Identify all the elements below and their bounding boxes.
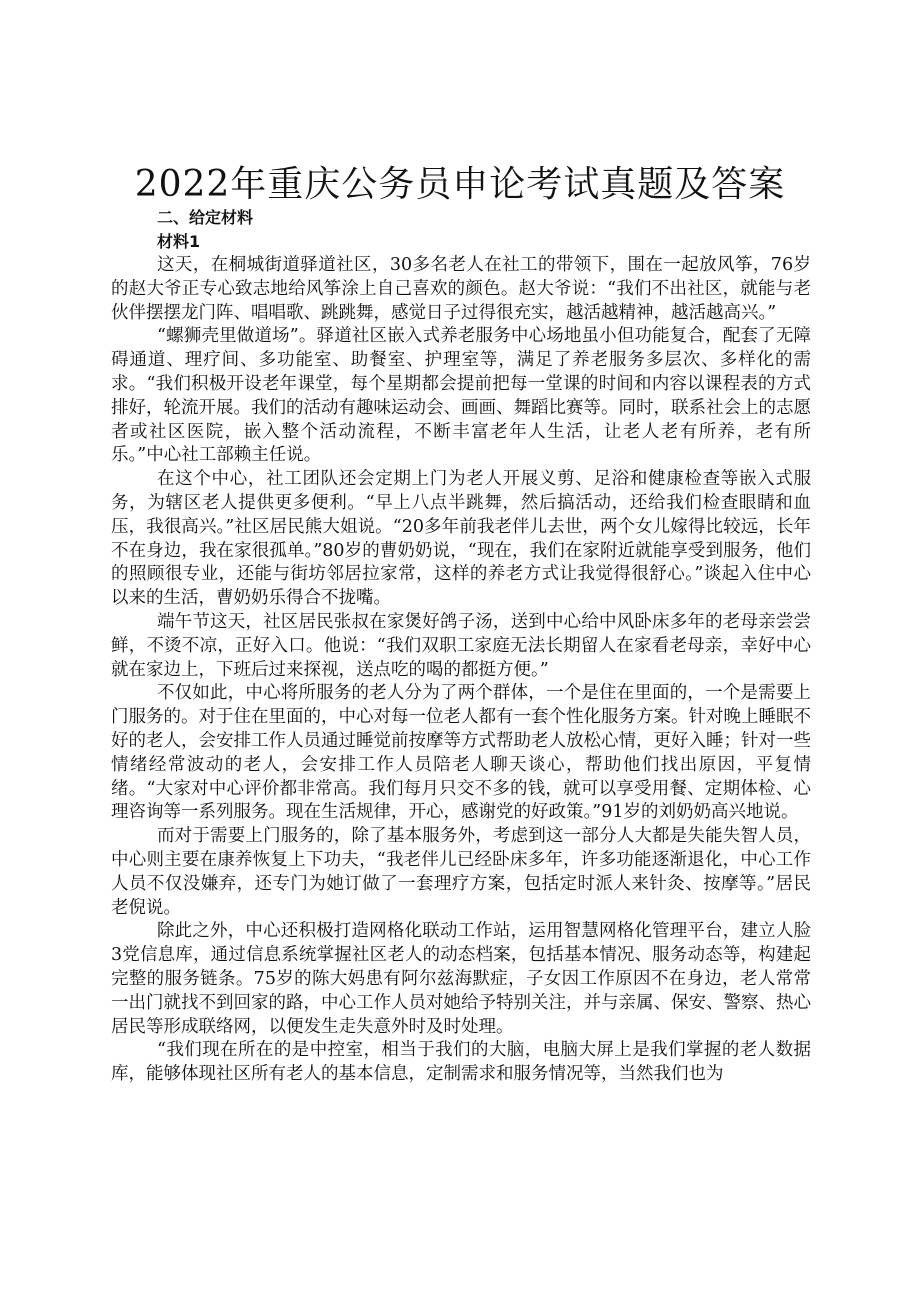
material-label: 材料1 <box>157 232 201 251</box>
paragraph-8: “我们现在所在的是中控室，相当于我们的大脑，电脑大屏上是我们掌握的老人数据库，能够体现社区所有老人的基本信息，定制需求和服务情况等，当然我们也为 <box>111 1040 811 1085</box>
paragraph-1: 这天，在桐城街道驿道社区，30多名老人在社工的带领下，围在一起放风筝，76岁的赵大爷正专心致志地给风筝涂上自己喜欢的颜色。赵大爷说：“我们不出社区，就能与老伙伴摆摆龙门阵、唱唱歌、跳跳舞，感觉日子过得很充实，越活越精神，越活越高兴。” <box>111 255 811 323</box>
paragraph-2: “螺狮壳里做道场”。驿道社区嵌入式养老服务中心场地虽小但功能复合，配套了无障碍通道、理疗间、多功能室、助餐室、护理室等，满足了养老服务多层次、多样化的需求。“我们积极开设老年课堂，每个星期都会提前把每一堂课的时间和内容以课程表的方式排好，轮流开展。我们的活动有趣味运动会、画画、舞蹈比赛等。同时，联系社会上的志愿者或社区医院，嵌入整个活动流程，不断丰富老年人生活，让老人老有所养，老有所乐。”中心社工部赖主任说。 <box>111 326 811 466</box>
paragraph-6: 而对于需要上门服务的，除了基本服务外，考虑到这一部分人大都是失能失智人员，中心则主要在康养恢复上下功夫，“我老伴儿已经卧床多年，许多功能逐渐退化，中心工作人员不仅没嫌弃，还专门为她订做了一套理疗方案，包括定时派人来针灸、按摩等。”居民老倪说。 <box>111 826 811 918</box>
paragraph-5: 不仅如此，中心将所服务的老人分为了两个群体，一个是住在里面的，一个是需要上门服务的。对于住在里面的，中心对每一位老人都有一套个性化服务方案。针对晚上睡眠不好的老人，会安排工作人员通过睡觉前按摩等方式帮助老人放松心情，更好入睡；针对一些情绪经常波动的老人，会安排工作人员陪老人聊天谈心，帮助他们找出原因，平复情绪。“大家对中心评价都非常高。我们每月只交不多的钱，就可以享受用餐、定期体检、心理咨询等一系列服务。现在生活规律，开心，感谢党的好政策。”91岁的刘奶奶高兴地说。 <box>111 683 811 823</box>
paragraph-4: 端午节这天，社区居民张叔在家煲好鸽子汤，送到中心给中风卧床多年的老母亲尝尝鲜，不烫不凉，正好入口。他说：“我们双职工家庭无法长期留人在家看老母亲，幸好中心就在家边上，下班后过来探视，送点吃的喝的都挺方便。” <box>111 611 811 680</box>
document-title: 2022年重庆公务员申论考试真题及答案 <box>134 164 786 205</box>
section-heading: 二、给定材料 <box>157 208 254 227</box>
document-body <box>111 206 811 1087</box>
paragraph-7: 除此之外，中心还积极打造网格化联动工作站，运用智慧网格化管理平台，建立人脸3党信息库，通过信息系统掌握社区老人的动态档案，包括基本情况、服务动态等，构建起完整的服务链条。75岁的陈大妈患有阿尔兹海默症，子女因工作原因不在身边，老人常常一出门就找不到回家的路，中心工作人员对她给予特别关注，并与亲属、保安、警察、热心居民等形成联络网，以便发生走失意外时及时处理。 <box>111 921 811 1037</box>
paragraph-3: 在这个中心，社工团队还会定期上门为老人开展义剪、足浴和健康检查等嵌入式服务，为辖区老人提供更多便利。“早上八点半跳舞，然后搞活动，还给我们检查眼睛和血压，我很高兴。”社区居民熊大姐说。“20多年前我老伴儿去世，两个女儿嫁得比较远，长年不在身边，我在家很孤单。”80岁的曹奶奶说，“现在，我们在家附近就能享受到服务，他们的照顾很专业，还能与街坊邻居拉家常，这样的养老方式让我觉得很舒心。”谈起入住中心以来的生活，曹奶奶乐得合不拢嘴。 <box>111 469 811 609</box>
